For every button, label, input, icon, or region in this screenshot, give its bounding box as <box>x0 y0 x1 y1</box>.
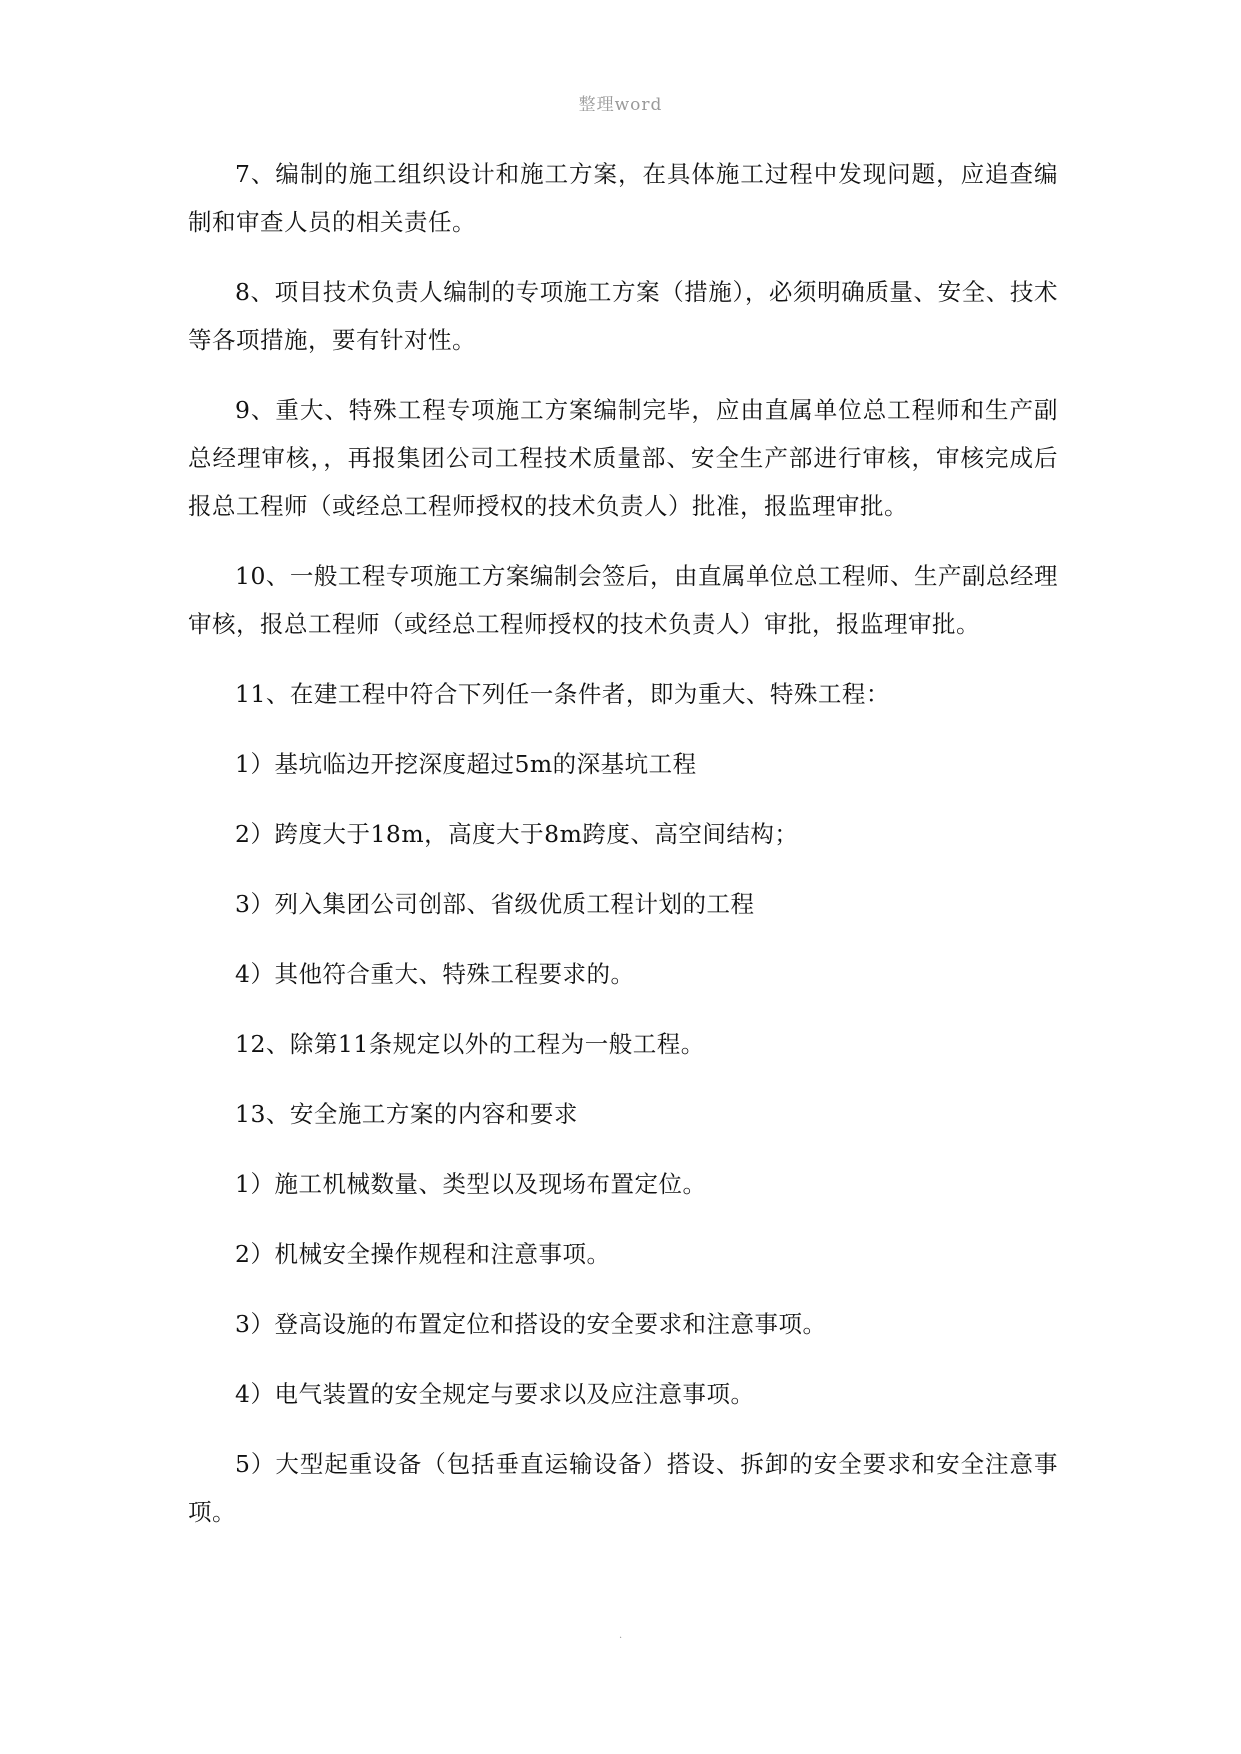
paragraph-9: 9、重大、特殊工程专项施工方案编制完毕，应由直属单位总工程师和生产副总经理审核，，再报集团公司工程技术质量部、安全生产部进行审核，审核完成后报总工程师（或经总工程师授权的技术负责人）批准，报监理审批。 <box>188 396 1058 520</box>
list-item-11-3: 3）列入集团公司创部、省级优质工程计划的工程 <box>235 890 755 918</box>
page-footer-mark: . <box>619 1630 623 1641</box>
list-item-11-1: 1）基坑临边开挖深度超过5m的深基坑工程 <box>235 750 697 778</box>
list-item-13-3: 3）登高设施的布置定位和搭设的安全要求和注意事项。 <box>235 1310 827 1338</box>
list-item-13-1: 1）施工机械数量、类型以及现场布置定位。 <box>235 1170 707 1198</box>
list-item-11-2: 2）跨度大于18m，高度大于8m跨度、高空间结构； <box>235 820 799 848</box>
paragraph-11: 11、在建工程中符合下列任一条件者，即为重大、特殊工程： <box>235 680 890 708</box>
paragraph-8: 8、项目技术负责人编制的专项施工方案（措施），必须明确质量、安全、技术等各项措施，要有针对性。 <box>188 278 1058 354</box>
document-body <box>188 150 1058 1558</box>
list-item-13-2: 2）机械安全操作规程和注意事项。 <box>235 1240 611 1268</box>
paragraph-12: 12、除第11条规定以外的工程为一般工程。 <box>235 1030 705 1058</box>
list-item-13-5: 5）大型起重设备（包括垂直运输设备）搭设、拆卸的安全要求和安全注意事项。 <box>188 1450 1058 1526</box>
list-item-11-4: 4）其他符合重大、特殊工程要求的。 <box>235 960 635 988</box>
paragraph-13: 13、安全施工方案的内容和要求 <box>235 1100 578 1128</box>
paragraph-7: 7、编制的施工组织设计和施工方案，在具体施工过程中发现问题，应追查编制和审查人员的相关责任。 <box>188 160 1058 236</box>
paragraph-10: 10、一般工程专项施工方案编制会签后，由直属单位总工程师、生产副总经理审核，报总工程师（或经总工程师授权的技术负责人）审批，报监理审批。 <box>188 562 1058 638</box>
list-item-13-4: 4）电气装置的安全规定与要求以及应注意事项。 <box>235 1380 755 1408</box>
page-header: 整理word <box>578 95 663 115</box>
